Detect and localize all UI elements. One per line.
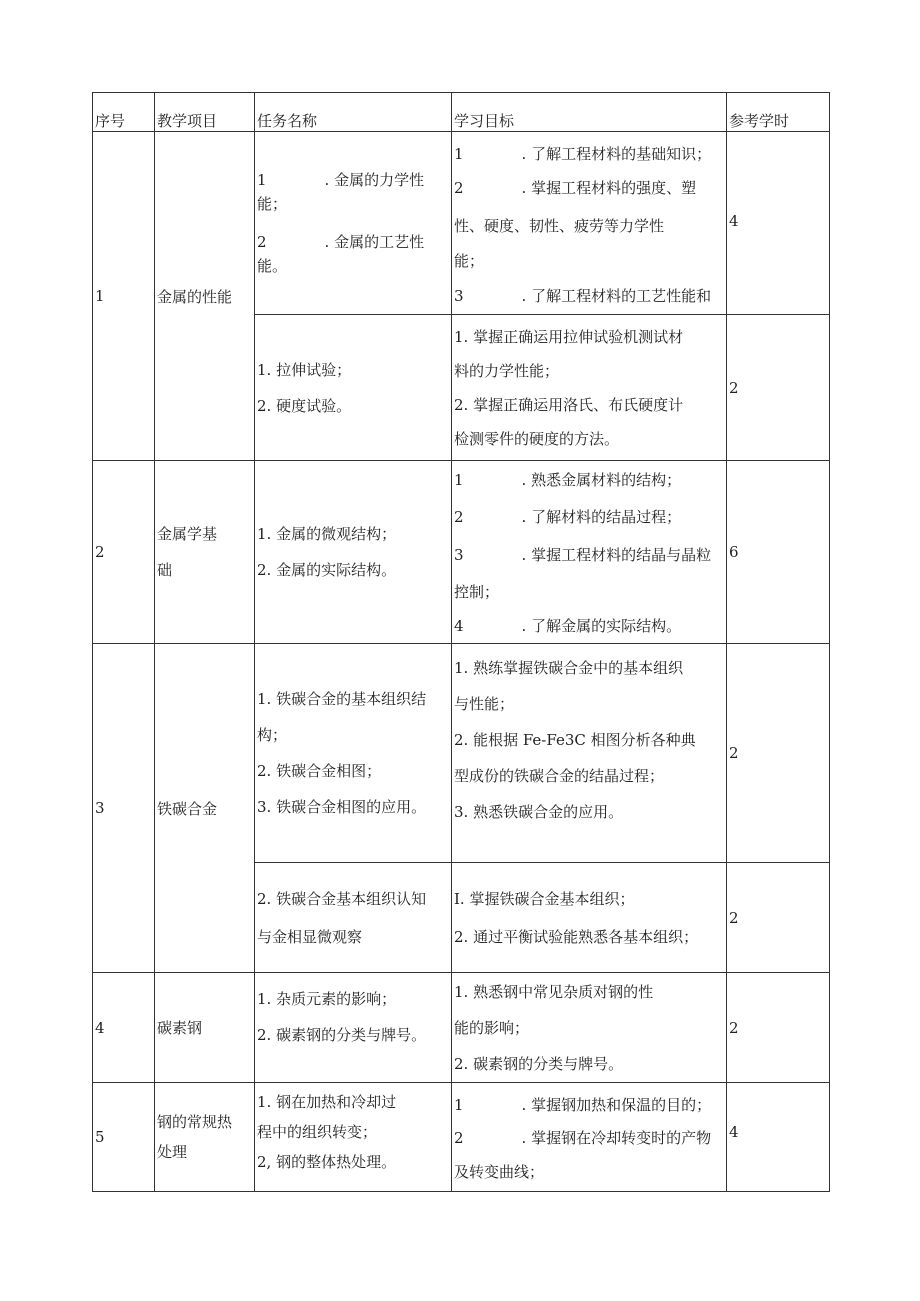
cell-text-line: 能； — [454, 252, 485, 270]
row5-seq: 5 — [93, 1083, 155, 1192]
cell-text-line: 2, 钢的整体热处理。 — [257, 1153, 397, 1171]
row2-tasks — [255, 461, 452, 644]
cell-text-line: 金属学基 — [157, 525, 218, 543]
row2-seq: 2 — [93, 461, 155, 644]
row3a-tasks — [255, 644, 452, 863]
cell-text-line: 2. 掌握正确运用洛氏、布氏硬度计 — [454, 395, 684, 414]
cell-text-line: . 熟悉金属材料的结构； — [521, 471, 682, 489]
cell-text-line: . 了解工程材料的工艺性能和 — [521, 287, 712, 305]
cell-text-line: . 了解工程材料的基础知识； — [521, 145, 712, 163]
cell-text-line: 2. 通过平衡试验能熟悉各基本组织； — [454, 927, 699, 946]
cell-text-line: 1. 钢在加热和冷却过 — [257, 1093, 397, 1111]
row4-project: 碳素钢 — [155, 973, 255, 1083]
row1b-tasks — [255, 315, 452, 461]
cell-text-line: 与金相显微观察 — [257, 927, 363, 946]
cell-text-line: 及转变曲线； — [454, 1163, 545, 1181]
cell-text-line: . 掌握工程材料的强度、塑 — [521, 179, 697, 197]
cell-text-line: . 了解金属的实际结构。 — [521, 617, 682, 635]
row2-hours: 6 — [727, 461, 830, 644]
row4-tasks — [255, 973, 452, 1083]
row5-goals — [452, 1083, 727, 1192]
cell-text-line: . 掌握钢加热和保温的目的； — [521, 1096, 712, 1114]
cell-text-line: . 了解材料的结晶过程； — [521, 508, 682, 526]
cell-text-line: 1. 金属的微观结构； — [257, 525, 397, 543]
cell-text-line: 3 — [454, 287, 464, 305]
cell-text-line: 2 — [454, 179, 464, 197]
cell-text-line: 1. 杂质元素的影响； — [257, 990, 397, 1008]
table-row — [93, 973, 830, 1083]
table-row — [93, 132, 830, 315]
row1a-goals — [452, 132, 727, 315]
row1a-tasks — [255, 132, 452, 315]
cell-text-line: 1. 熟悉钢中常见杂质对钢的性 — [454, 982, 654, 1001]
row5-tasks — [255, 1083, 452, 1192]
cell-text-line: 1 — [454, 1096, 464, 1114]
cell-text-line: 础 — [157, 561, 173, 579]
cell-text-line: 2. 铁碳合金相图； — [257, 762, 382, 780]
row2-project — [155, 461, 255, 644]
table-row — [93, 644, 830, 863]
row1a-hours: 4 — [727, 132, 830, 315]
cell-text-line: 性、硬度、韧性、疲劳等力学性 — [454, 217, 665, 235]
row1b-hours: 2 — [727, 315, 830, 461]
row3a-goals — [452, 644, 727, 863]
cell-text-line: 检测零件的硬度的方法。 — [454, 429, 620, 448]
cell-text-line: 处理 — [157, 1143, 188, 1161]
cell-text-line: 3. 熟悉铁碳合金的应用。 — [454, 803, 624, 821]
cell-text-line: 1. 铁碳合金的基本组织结 — [257, 690, 427, 708]
table-row — [93, 461, 830, 644]
cell-text-line: 能的影响； — [454, 1018, 530, 1037]
cell-text-line: 3. 铁碳合金相图的应用。 — [257, 798, 427, 816]
row3b-hours: 2 — [727, 863, 830, 973]
header-row — [93, 93, 830, 132]
cell-text-line: 2. 金属的实际结构。 — [257, 561, 397, 579]
row3b-tasks — [255, 863, 452, 973]
cell-text-line: 2 — [257, 233, 267, 251]
row5-hours: 4 — [727, 1083, 830, 1192]
cell-text-line: . 掌握钢在冷却转变时的产物 — [521, 1129, 712, 1147]
cell-text-line: . 金属的力学性 — [324, 171, 425, 189]
cell-text-line: . 金属的工艺性 — [324, 233, 425, 251]
cell-text-line: 2. 铁碳合金基本组织认知 — [257, 889, 427, 908]
header-task: 任务名称 — [255, 93, 452, 132]
row1b-goals — [452, 315, 727, 461]
row3a-hours: 2 — [727, 644, 830, 863]
header-project: 教学项目 — [155, 93, 255, 132]
row3-project: 铁碳合金 — [155, 644, 255, 973]
row4-seq: 4 — [93, 973, 155, 1083]
row4-hours: 2 — [727, 973, 830, 1083]
cell-text-line: 2. 能根据 Fe-Fe3C 相图分析各种典 — [454, 731, 696, 749]
cell-text-line: 控制； — [454, 583, 500, 601]
cell-text-line: 与性能； — [454, 695, 515, 713]
cell-text-line: 3 — [454, 546, 464, 564]
cell-text-line: 2. 硬度试验。 — [257, 396, 352, 415]
cell-text-line: 能。 — [257, 257, 288, 275]
cell-text-line: 2. 碳素钢的分类与牌号。 — [454, 1054, 624, 1073]
cell-text-line: 2 — [454, 1129, 464, 1147]
header-goal: 学习目标 — [452, 93, 727, 132]
cell-text-line: 2. 碳素钢的分类与牌号。 — [257, 1026, 427, 1044]
cell-text-line: 料的力学性能； — [454, 361, 560, 380]
row5-project — [155, 1083, 255, 1192]
cell-text-line: 构； — [257, 726, 288, 744]
cell-text-line: 2 — [454, 508, 464, 526]
syllabus-table — [92, 92, 830, 1192]
cell-text-line: 1 — [257, 171, 267, 189]
cell-text-line: 程中的组织转变； — [257, 1123, 378, 1141]
cell-text-line: 能； — [257, 195, 288, 213]
cell-text-line: 1 — [454, 471, 464, 489]
cell-text-line: 1. 拉伸试验； — [257, 360, 352, 379]
cell-text-line: . 掌握工程材料的结晶与晶粒 — [521, 546, 712, 564]
cell-text-line: 1. 掌握正确运用拉伸试验机测试材 — [454, 327, 684, 346]
cell-text-line: 1. 熟练掌握铁碳合金中的基本组织 — [454, 659, 684, 677]
row4-goals — [452, 973, 727, 1083]
row1-seq: 1 — [93, 132, 155, 461]
cell-text-line: 1 — [454, 145, 464, 163]
row3b-goals — [452, 863, 727, 973]
cell-text-line: 4 — [454, 617, 464, 635]
header-hours: 参考学时 — [727, 93, 830, 132]
row3-seq: 3 — [93, 644, 155, 973]
cell-text-line: 型成份的铁碳合金的结晶过程； — [454, 767, 665, 785]
row1-project: 金属的性能 — [155, 132, 255, 461]
cell-text-line: I. 掌握铁碳合金基本组织； — [454, 889, 635, 908]
table-row — [93, 1083, 830, 1192]
row2-goals — [452, 461, 727, 644]
cell-text-line: 钢的常规热 — [157, 1113, 233, 1131]
header-seq: 序号 — [93, 93, 155, 132]
